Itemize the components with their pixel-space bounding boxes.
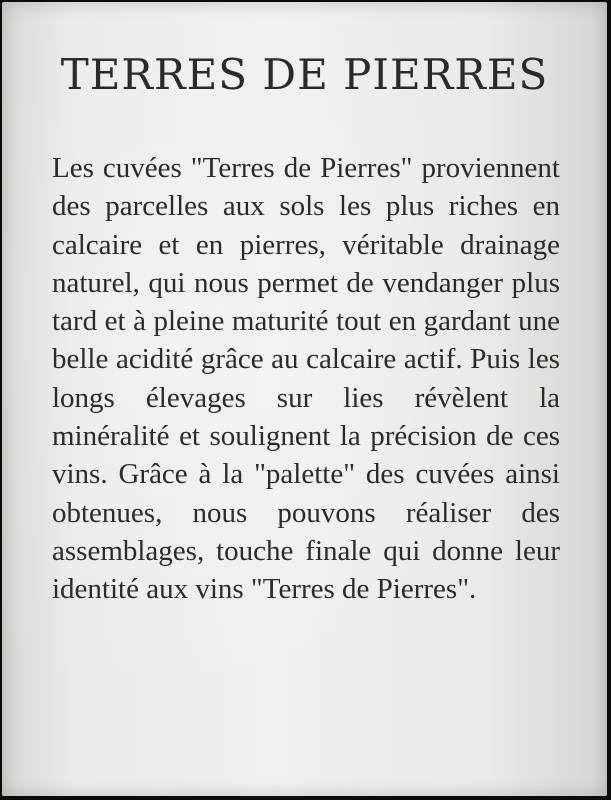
label-title: TERRES DE PIERRES (60, 50, 549, 99)
label-description: Les cuvées "Terres de Pierres" proviennent des parcelles aux sols les plus riches en calcaire et en pierres, véritable drainage naturel, qui nous permet de vendanger plus tard et à pleine maturité tout en gardant une belle acidité grâce au calcaire actif. Puis les longs élevages sur lies révèlent la minéralité et soulignent la précision de ces vins. Grâce à la "palette" des cuvées ainsi obtenues, nous pouvons réaliser des assemblages, touche finale qui donne leur identité aux vins "Terres de Pierres". (52, 152, 560, 606)
wine-label (2, 2, 607, 796)
